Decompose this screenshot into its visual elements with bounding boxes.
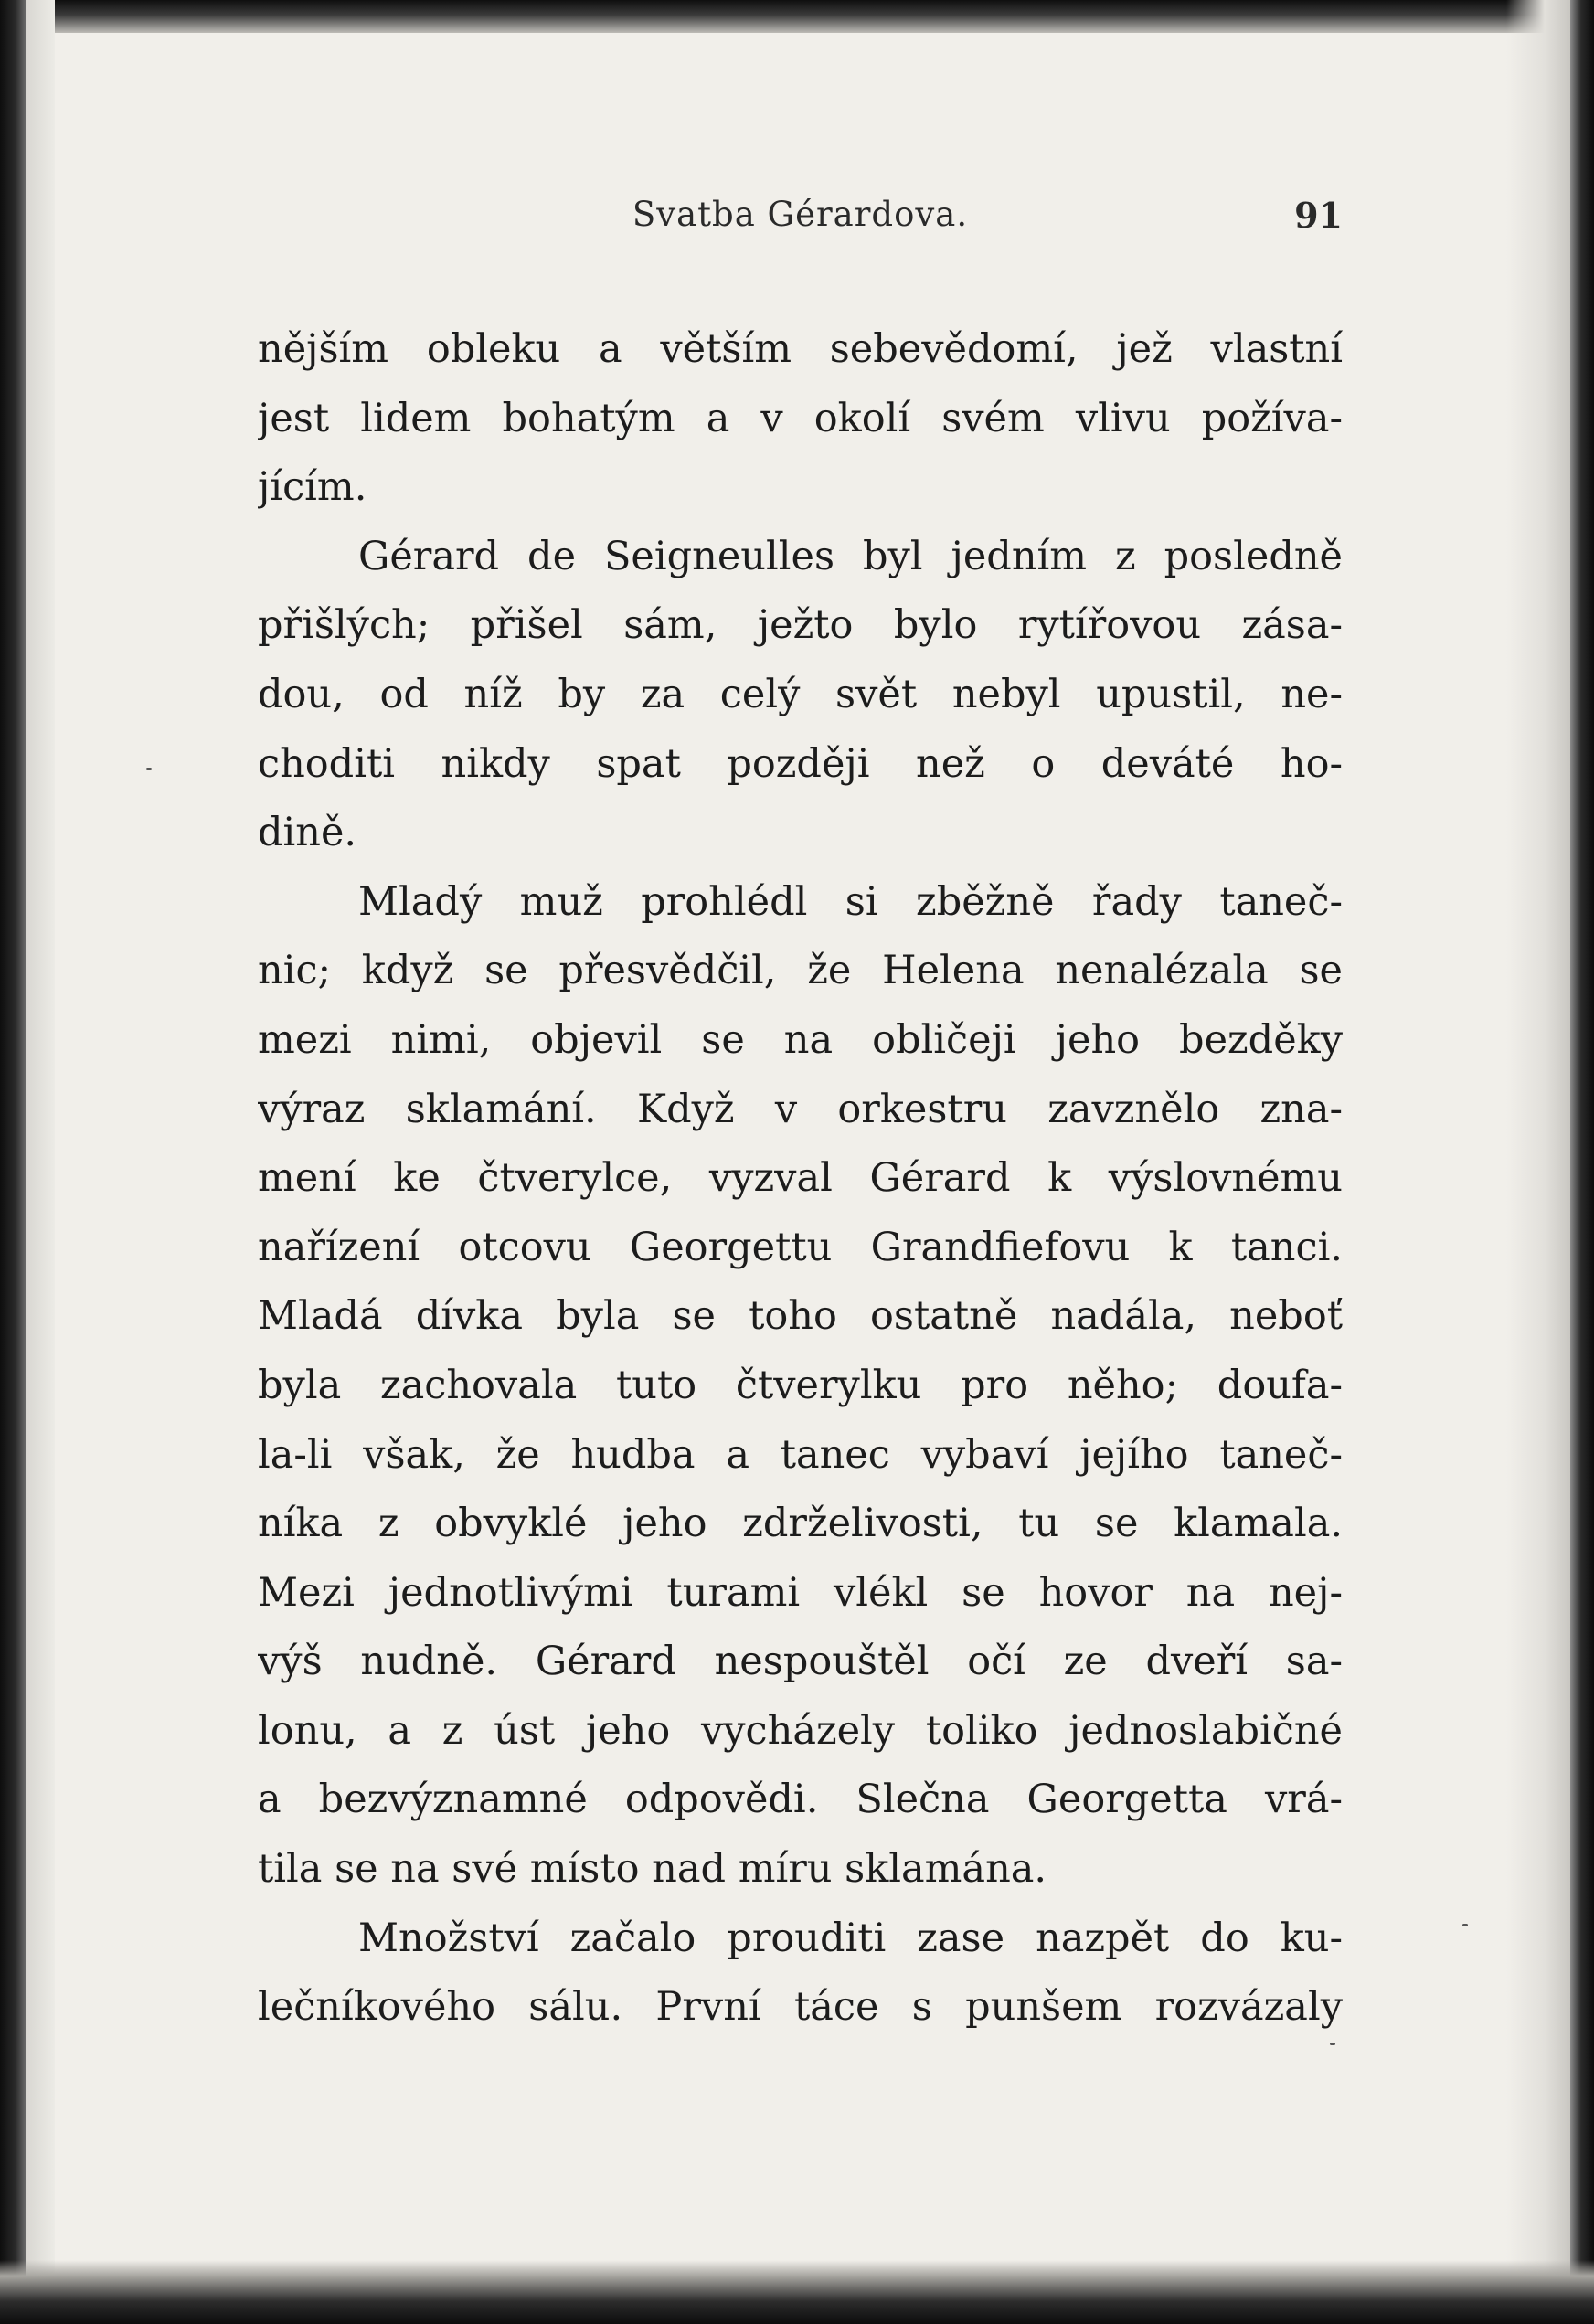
- scan-edge-top: [0, 0, 1594, 33]
- text-line: byla zachovala tuto čtverylku pro něho; doufa-: [258, 1362, 1343, 1408]
- text-line: výš nudně. Gérard nespouštěl očí ze dveří sa-: [258, 1639, 1343, 1685]
- text-line: níka z obvyklé jeho zdrželivosti, tu se klamala.: [258, 1501, 1343, 1547]
- text-line: přišlých; přišel sám, ježto bylo rytířovou zása-: [258, 602, 1343, 649]
- text-line: mezi nimi, objevil se na obličeji jeho bezděky: [258, 1016, 1343, 1063]
- text-line: a bezvýznamné odpovědi. Slečna Georgetta vrá-: [258, 1777, 1343, 1823]
- scan-edge-bottom: [0, 2260, 1594, 2324]
- text-line: Mezi jednotlivými turami vlékl se hovor na nej-: [258, 1569, 1343, 1616]
- text-line: mení ke čtverylce, vyzval Gérard k výslovnému: [258, 1155, 1343, 1202]
- page-edge-shadow: [1506, 0, 1570, 2324]
- scan-speck: [1462, 1924, 1468, 1926]
- text-line: jícím.: [258, 464, 367, 511]
- text-line: lonu, a z úst jeho vycházely toliko jednoslabičné: [258, 1707, 1343, 1754]
- text-line: Množství začalo prouditi zase nazpět do ku-: [358, 1915, 1343, 1961]
- text-line: la-li však, že hudba a tanec vybaví jejího taneč-: [258, 1431, 1343, 1478]
- body-text: [258, 315, 1343, 2043]
- scan-speck: [1330, 2043, 1335, 2045]
- text-line: dině.: [258, 810, 357, 856]
- text-line: Mladý muž prohlédl si zběžně řady taneč-: [358, 878, 1343, 925]
- text-line: jest lidem bohatým a v okolí svém vlivu požíva-: [258, 395, 1343, 441]
- scan-edge-left: [0, 0, 26, 2324]
- text-line: dou, od níž by za celý svět nebyl upustil, ne-: [258, 671, 1343, 717]
- text-line: nic; když se přesvědčil, že Helena nenalézala se: [258, 948, 1343, 994]
- scan-edge-right: [1570, 0, 1594, 2324]
- text-line: nařízení otcovu Georgettu Grandfiefovu k tanci.: [258, 1224, 1343, 1270]
- text-line: Mladá dívka byla se toho ostatně nadála, neboť: [258, 1293, 1343, 1340]
- text-line: lečníkového sálu. První táce s punšem rozvázaly: [258, 1984, 1343, 2031]
- text-line: Gérard de Seigneulles byl jedním z posledně: [358, 533, 1343, 579]
- page-gutter-shadow: [26, 0, 55, 2324]
- text-line: výraz sklamání. Když v orkestru zavznělo zna-: [258, 1086, 1343, 1132]
- text-line: nějším obleku a větším sebevědomí, jež vlastní: [258, 326, 1343, 372]
- running-title: Svatba Gérardova.: [632, 195, 969, 234]
- page-number: 91: [1294, 195, 1343, 236]
- page-header: [258, 195, 1343, 249]
- text-line: tila se na své místo nad míru sklamána.: [258, 1846, 1047, 1893]
- text-line: choditi nikdy spat později než o deváté ho-: [258, 740, 1343, 787]
- scan-speck: [146, 768, 152, 770]
